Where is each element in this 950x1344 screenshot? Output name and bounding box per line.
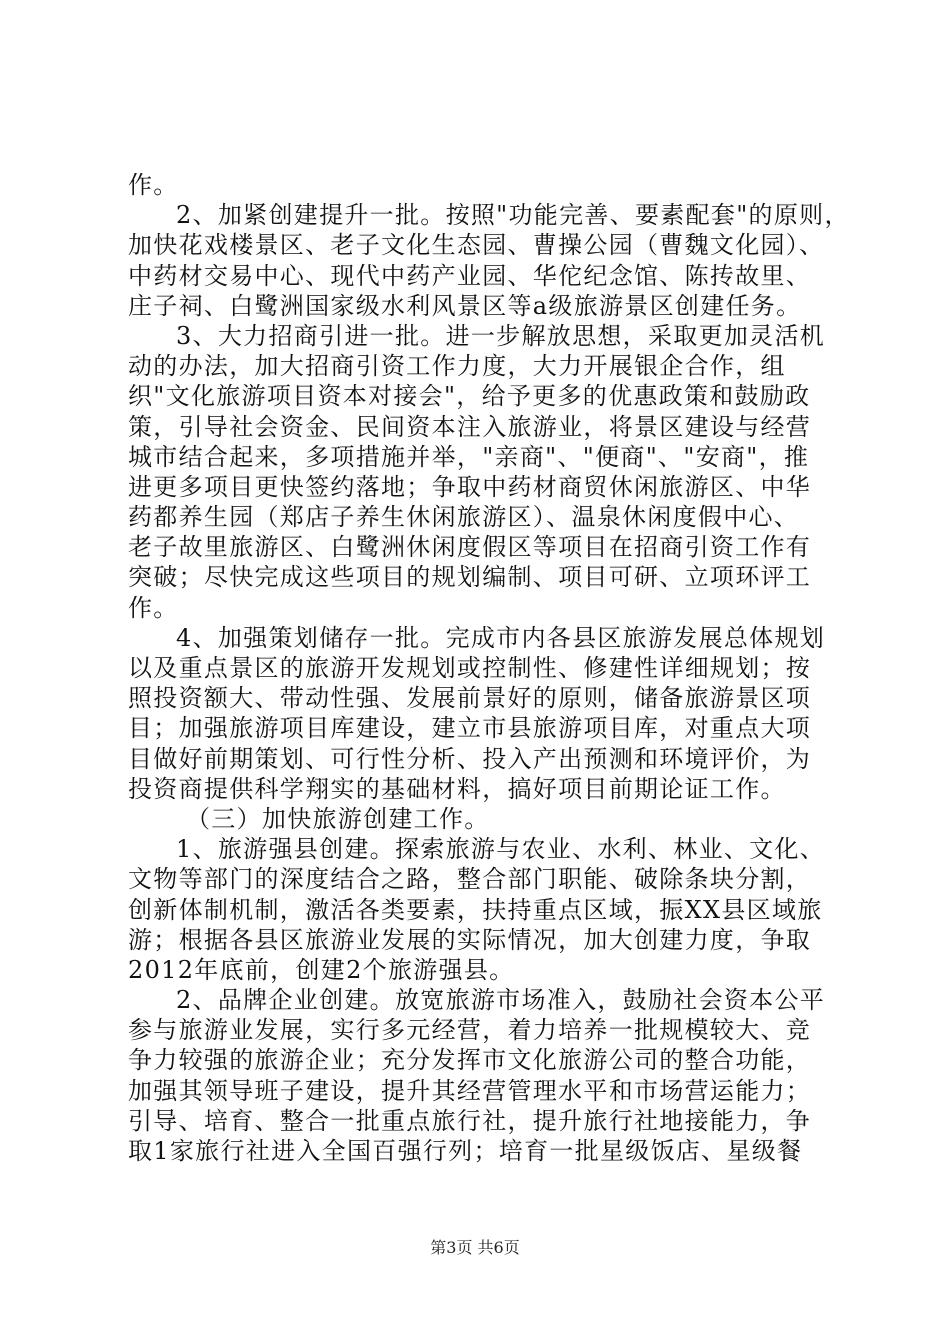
text-line: 2、品牌企业创建。放宽旅游市场准入，鼓励社会资本公平: [176, 986, 826, 1015]
text-line: 动的办法，加大招商引资工作力度，大力开展银企合作，组: [128, 352, 786, 381]
text-line: 城市结合起来，多项措施并举，"亲商"、"便商"、"安商"，推: [128, 442, 810, 471]
text-line: 加快花戏楼景区、老子文化生态园、曹操公园（曹魏文化园）、: [128, 231, 825, 260]
text-line: 3、大力招商引进一批。进一步解放思想，采取更加灵活机: [176, 321, 826, 350]
text-line: 以及重点景区的旅游开发规划或控制性、修建性详细规划；按: [128, 654, 812, 682]
text-line: 文物等部门的深度结合之路，整合部门职能、破除条块分割，: [128, 865, 812, 894]
text-line: 目；加强旅游项目库建设，建立市县旅游项目库，对重点大项: [128, 714, 812, 743]
page-footer: 第3页 共6页: [430, 1238, 520, 1257]
body-text: [128, 170, 850, 1166]
text-line: 目做好前期策划、可行性分析、投入产出预测和环境评价，为: [128, 744, 812, 773]
text-line: 中药材交易中心、现代中药产业园、华佗纪念馆、陈抟故里、: [128, 261, 812, 290]
text-line: 投资商提供科学翔实的基础材料，搞好项目前期论证工作。: [128, 774, 786, 803]
text-line: 作。: [128, 171, 179, 199]
text-line: 加强其领导班子建设，提升其经营管理水平和市场营运能力；: [128, 1076, 812, 1105]
text-line: 策，引导社会资金、民间资本注入旅游业，将景区建设与经营: [128, 412, 812, 441]
text-line: 争力较强的旅游企业；充分发挥市文化旅游公司的整合功能，: [128, 1046, 812, 1075]
text-line: 织"文化旅游项目资本对接会"，给予更多的优惠政策和鼓励政: [128, 382, 811, 411]
text-line: 作。: [128, 593, 179, 622]
text-line: 2、加紧创建提升一批。按照"功能完善、要素配套"的原则，: [176, 201, 850, 230]
text-line: 庄子祠、白鹭洲国家级水利风景区等a级旅游景区创建任务。: [128, 291, 802, 320]
text-line: 取1家旅行社进入全国百强行列；培育一批星级饭店、星级餐: [128, 1137, 803, 1165]
text-line: 1、旅游强县创建。探索旅游与农业、水利、林业、文化、: [176, 835, 826, 864]
text-line: 引导、培育、整合一批重点旅行社，提升旅行社地接能力，争: [128, 1106, 812, 1135]
text-line: 照投资额大、带动性强、发展前景好的原则，储备旅游景区项: [128, 684, 812, 713]
text-line: （三）加快旅游创建工作。: [186, 804, 490, 833]
text-line: 参与旅游业发展，实行多元经营，着力培养一批规模较大、竞: [128, 1016, 812, 1045]
text-line: 老子故里旅游区、白鹭洲休闲度假区等项目在招商引资工作有: [128, 533, 812, 562]
text-line: 2012年底前，创建2个旅游强县。: [128, 955, 515, 984]
text-line: 突破；尽快完成这些项目的规划编制、项目可研、立项环评工: [128, 563, 812, 592]
text-line: 游；根据各县区旅游业发展的实际情况，加大创建力度，争取: [128, 925, 812, 954]
text-line: 药都养生园（郑店子养生休闲旅游区）、温泉休闲度假中心、: [128, 503, 800, 532]
text-line: 创新体制机制，激活各类要素，扶持重点区域，振XX县区域旅: [128, 895, 823, 924]
text-line: 进更多项目更快签约落地；争取中药材商贸休闲旅游区、中华: [128, 472, 812, 501]
text-line: 4、加强策划储存一批。完成市内各县区旅游发展总体规划: [176, 623, 826, 652]
